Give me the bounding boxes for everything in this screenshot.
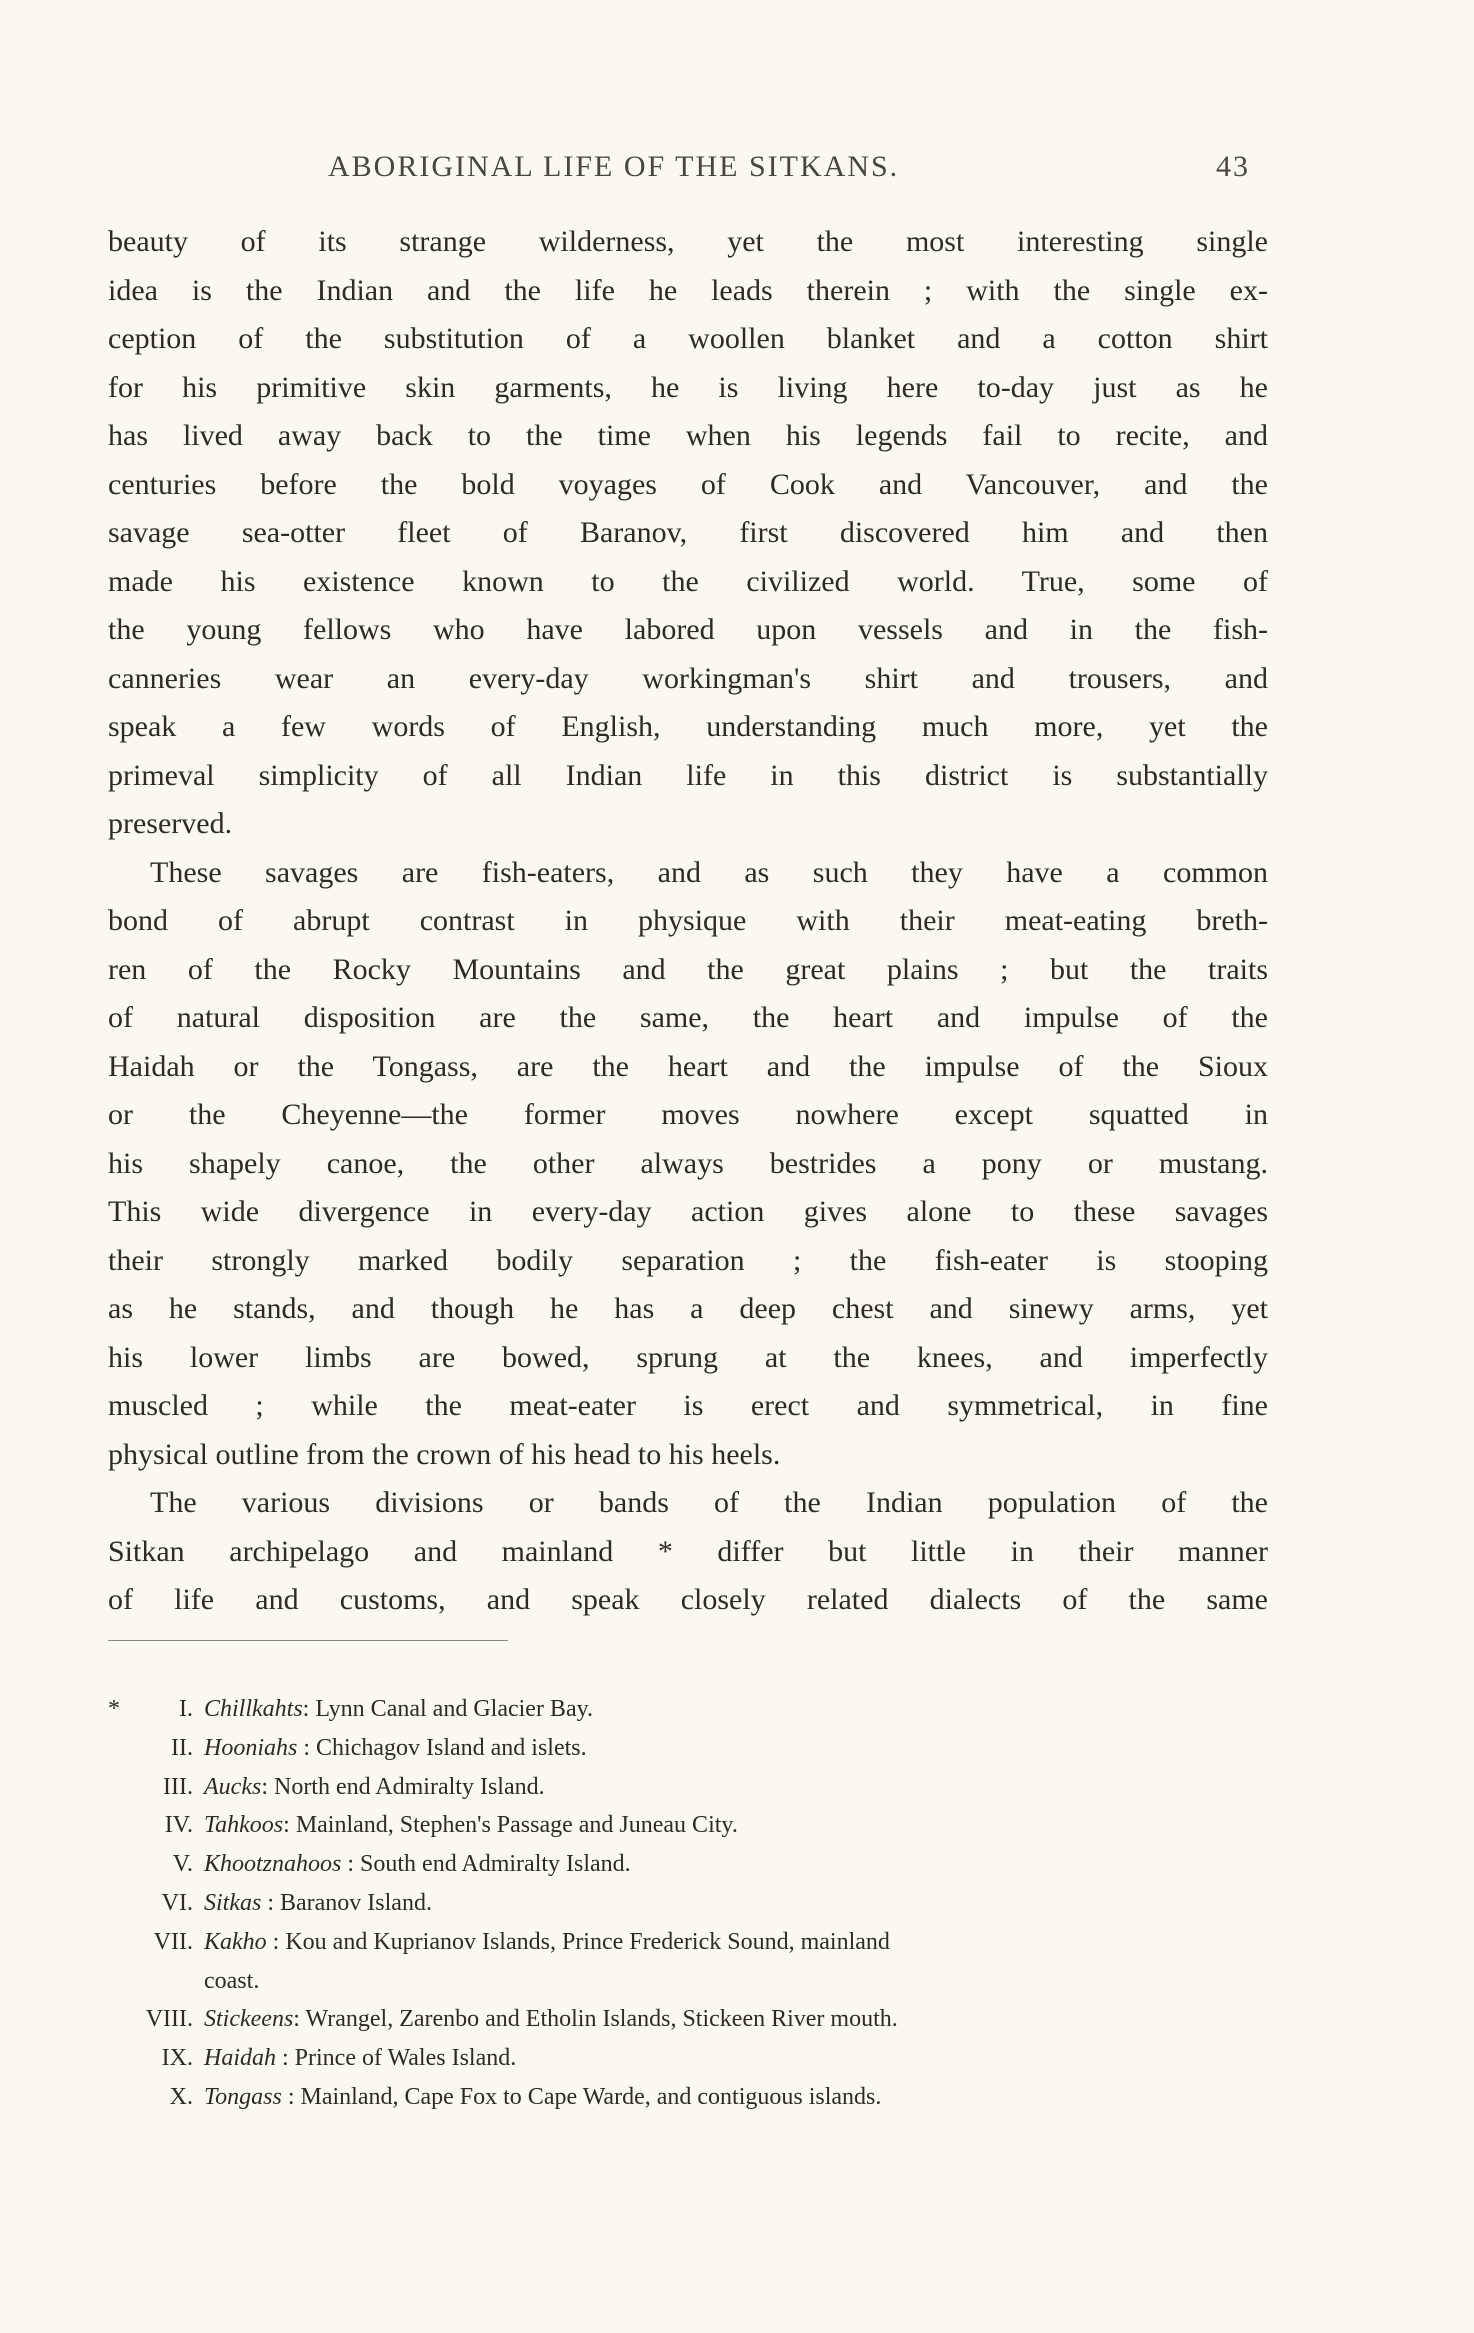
- text-line: for his primitive skin garments, he is living here to-day just as he: [108, 370, 1268, 404]
- band-name: Tongass: [204, 2083, 282, 2110]
- footnote-number: VII.: [153, 1928, 193, 1955]
- band-name: Kakho: [204, 1928, 267, 1955]
- text-line: These savages are fish-eaters, and as such they have a common: [150, 855, 1268, 889]
- footnote-item: III. Aucks: North end Admiralty Island.: [108, 1768, 1268, 1807]
- band-location: Mainland, Cape Fox to Cape Warde, and contiguous islands.: [300, 2083, 882, 2110]
- footnote-marker: *: [108, 1696, 120, 1722]
- running-title: ABORIGINAL LIFE OF THE SITKANS.: [328, 150, 900, 183]
- body-text: [108, 218, 1268, 1625]
- band-name: Aucks: [204, 1773, 262, 1800]
- footnote-number: IX.: [161, 2045, 193, 2072]
- footnote-number: IV.: [164, 1812, 193, 1839]
- text-line: Haidah or the Tongass, are the heart and the impulse of the Sioux: [108, 1049, 1268, 1083]
- text-line: savage sea-otter fleet of Baranov, first discovered him and then: [108, 516, 1268, 549]
- footnote-number: I.: [179, 1696, 193, 1722]
- band-location: Lynn Canal and Glacier Bay.: [315, 1696, 594, 1722]
- text-line: bond of abrupt contrast in physique with their meat-eating breth-: [108, 904, 1268, 937]
- text-line: his lower limbs are bowed, sprung at the knees, and imperfectly: [108, 1340, 1268, 1374]
- band-location: Prince of Wales Island.: [294, 2045, 517, 2072]
- band-name: Haidah: [204, 2045, 276, 2072]
- footnote-item: II. Hooniahs : Chichagov Island and islets.: [108, 1729, 1268, 1768]
- footnote-number: VIII.: [145, 2006, 193, 2033]
- footnote-item: V. Khootznahoos : South end Admiralty Island.: [108, 1845, 1268, 1884]
- footnote-item: * I. Chillkahts: Lynn Canal and Glacier Bay.: [108, 1690, 1268, 1729]
- text-line: his shapely canoe, the other always bestrides a pony or mustang.: [108, 1146, 1268, 1180]
- footnote-number: X.: [169, 2083, 193, 2110]
- band-location: North end Admiralty Island.: [273, 1773, 545, 1800]
- footnote-number: V.: [172, 1851, 193, 1878]
- text-line: of life and customs, and speak closely related dialects of the same: [108, 1583, 1268, 1616]
- footnote-item: VIII. Stickeens: Wrangel, Zarenbo and Etholin Islands, Stickeen River mouth.: [108, 2000, 1268, 2039]
- footnote-item: IV. Tahkoos: Mainland, Stephen's Passage and Juneau City.: [108, 1806, 1268, 1845]
- text-line: made his existence known to the civilized world. True, some of: [108, 564, 1268, 598]
- footnote-number: VI.: [161, 1889, 193, 1916]
- text-line: of natural disposition are the same, the heart and impulse of the: [108, 1001, 1268, 1034]
- band-name: Stickeens: [204, 2006, 294, 2033]
- text-line: speak a few words of English, understanding much more, yet the: [108, 710, 1268, 743]
- band-location: South end Admiralty Island.: [360, 1851, 631, 1878]
- footnote-item: VI. Sitkas : Baranov Island.: [108, 1884, 1268, 1923]
- band-name: Tahkoos: [204, 1812, 284, 1839]
- text-line: physical outline from the crown of his head to his heels.: [108, 1437, 781, 1471]
- text-line: Sitkan archipelago and mainland * differ but little in their manner: [108, 1534, 1268, 1568]
- footnote-number: III.: [163, 1773, 193, 1800]
- band-location: Baranov Island.: [280, 1889, 432, 1916]
- text-line: their strongly marked bodily separation ; the fish-eater is stooping: [108, 1243, 1268, 1277]
- footnote-divider: [108, 1640, 508, 1641]
- text-line: This wide divergence in every-day action gives alone to these savages: [108, 1195, 1268, 1228]
- text-line: has lived away back to the time when his legends fail to recite, and: [108, 419, 1268, 452]
- text-line: preserved.: [108, 807, 233, 840]
- band-name: Sitkas: [204, 1889, 262, 1916]
- text-line: ception of the substitution of a woollen blanket and a cotton shirt: [108, 322, 1268, 355]
- footnote-item: IX. Haidah : Prince of Wales Island.: [108, 2039, 1268, 2078]
- band-name: Chillkahts: [204, 1696, 303, 1722]
- text-line: The various divisions or bands of the Indian population of the: [150, 1486, 1268, 1519]
- band-location: Kou and Kuprianov Islands, Prince Frederick Sound, mainland: [285, 1928, 890, 1955]
- text-line: centuries before the bold voyages of Cook and Vancouver, and the: [108, 467, 1268, 501]
- footnote-item: VII. Kakho : Kou and Kuprianov Islands, Prince Frederick Sound, mainland: [108, 1923, 1268, 1962]
- footnote-continuation: [108, 1962, 1268, 2001]
- footnotes: [108, 1690, 1268, 2117]
- text-line: primeval simplicity of all Indian life in this district is substantially: [108, 758, 1268, 792]
- footnote-number: II.: [171, 1734, 193, 1761]
- text-line: the young fellows who have labored upon vessels and in the fish-: [108, 613, 1268, 646]
- band-name: Khootznahoos: [204, 1851, 342, 1878]
- text-line: idea is the Indian and the life he leads therein ; with the single ex-: [108, 273, 1268, 307]
- footnote-item: X. Tongass : Mainland, Cape Fox to Cape Warde, and contiguous islands.: [108, 2078, 1268, 2117]
- page-header: [108, 150, 1250, 194]
- text-line: beauty of its strange wilderness, yet the most interesting single: [108, 225, 1268, 258]
- band-name: Hooniahs: [204, 1734, 298, 1761]
- band-location-continued: coast.: [204, 1967, 260, 1994]
- text-line: ren of the Rocky Mountains and the great plains ; but the traits: [108, 952, 1268, 986]
- text-line: canneries wear an every-day workingman's shirt and trousers, and: [108, 661, 1268, 695]
- page-number: 43: [1216, 150, 1250, 183]
- band-location: Wrangel, Zarenbo and Etholin Islands, Stickeen River mouth.: [305, 2006, 898, 2033]
- text-line: or the Cheyenne—the former moves nowhere except squatted in: [108, 1098, 1268, 1131]
- band-location: Mainland, Stephen's Passage and Juneau City.: [295, 1812, 738, 1839]
- text-line: as he stands, and though he has a deep chest and sinewy arms, yet: [108, 1292, 1268, 1325]
- band-location: Chichagov Island and islets.: [316, 1734, 587, 1761]
- text-line: muscled ; while the meat-eater is erect and symmetrical, in fine: [108, 1389, 1268, 1422]
